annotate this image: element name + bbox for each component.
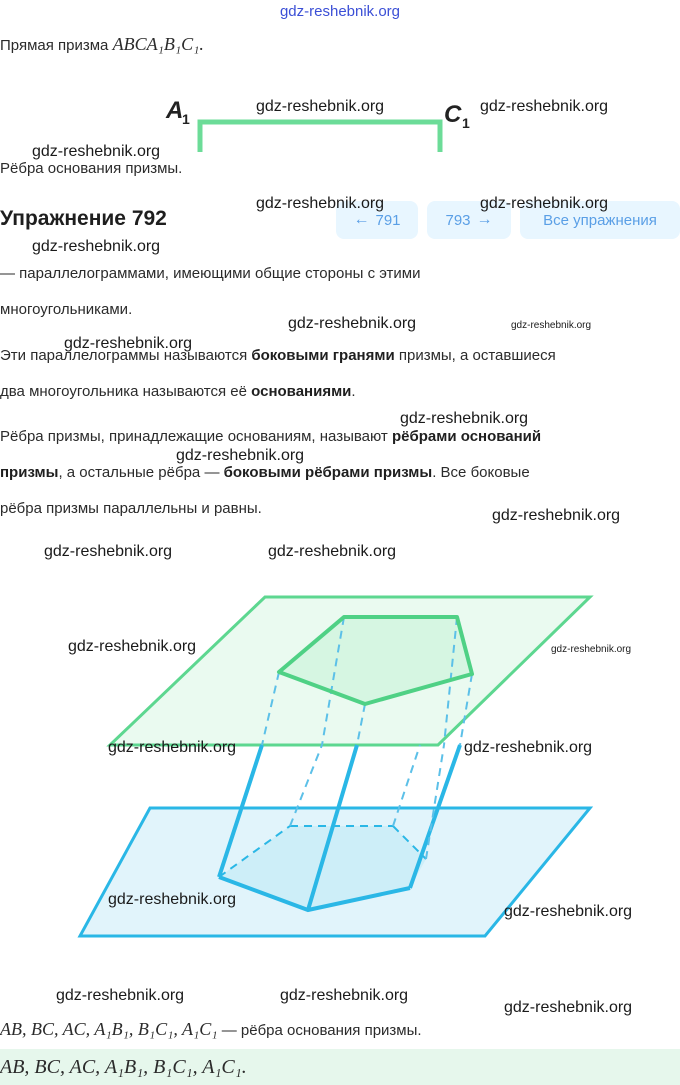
watermark: gdz-reshebnik.org — [176, 447, 305, 464]
watermark: gdz-reshebnik.org — [64, 335, 193, 352]
all-exercises-label: Все упражнения — [543, 211, 657, 229]
answer-box-math: AB, BC, AC, A₁B₁, B₁C₁, A₁C₁. — [0, 1056, 247, 1078]
watermark: gdz-reshebnik.org — [504, 999, 633, 1016]
watermark: gdz-reshebnik.org — [44, 543, 173, 560]
paragraph-2-line-2 — [0, 374, 356, 410]
watermark: gdz-reshebnik.org — [551, 644, 632, 655]
label-a1-sub: 1 — [182, 111, 190, 127]
watermark: gdz-reshebnik.org — [492, 507, 621, 524]
p2-term-lateral-faces: боковыми гранями — [251, 347, 395, 364]
p3-term-lateral-edges: боковыми рёбрами призмы — [223, 464, 433, 481]
prev-exercise-label: 791 — [375, 211, 401, 229]
p3-line2-text: , а остальные рёбра — — [58, 464, 224, 481]
p2-term-bases: основаниями — [251, 383, 352, 400]
intro-text: Прямая призма — [0, 37, 109, 54]
watermark: gdz-reshebnik.org — [504, 903, 633, 920]
watermark: gdz-reshebnik.org — [400, 410, 529, 427]
answer-suffix: — рёбра основания призмы. — [217, 1022, 422, 1039]
watermark: gdz-reshebnik.org — [288, 315, 417, 332]
watermark: gdz-reshebnik.org — [256, 98, 385, 115]
watermark: gdz-reshebnik.org — [56, 987, 185, 1004]
watermark: gdz-reshebnik.org — [32, 238, 161, 255]
label-c1-sub: 1 — [462, 115, 470, 131]
p2-line2-text: два многоугольника называются её — [0, 383, 252, 400]
label-a1: A — [166, 97, 184, 124]
watermark: gdz-reshebnik.org — [280, 987, 409, 1004]
p3-text: Рёбра призмы, принадлежащие основаниям, называют — [0, 428, 392, 445]
intro-line — [0, 34, 204, 55]
p3-term-prism: призмы — [0, 464, 59, 481]
prism-top-edge — [200, 122, 440, 152]
next-exercise-label: 793 — [445, 211, 471, 229]
exercise-title: Упражнение 792 — [0, 207, 167, 230]
p2-text: Эти параллелограммы называются — [0, 347, 252, 364]
paragraph-3-line-3: рёбра призмы параллельны и равны. — [0, 500, 262, 517]
p2-text-end: призмы, а оставшиеся — [394, 347, 556, 364]
watermark: gdz-reshebnik.org — [68, 638, 197, 655]
answer-box — [0, 1049, 680, 1085]
paragraph-1-line-2: многоугольниками. — [0, 301, 133, 318]
top-watermark: gdz-reshebnik.org — [279, 3, 401, 20]
label-c1: C — [444, 101, 462, 128]
watermark: gdz-reshebnik.org — [32, 143, 161, 160]
watermark: gdz-reshebnik.org — [256, 195, 385, 212]
p3-line2-end: . Все боковые — [432, 464, 530, 481]
p2-line2-end: . — [351, 383, 356, 400]
watermark: gdz-reshebnik.org — [464, 739, 593, 756]
watermark: gdz-reshebnik.org — [108, 891, 237, 908]
watermark: gdz-reshebnik.org — [108, 739, 237, 756]
edges-caption: Рёбра основания призмы. — [0, 160, 183, 177]
paragraph-1-line-1: — параллелограммами, имеющими общие стороны с этими — [0, 265, 421, 282]
p3-term-base-edges: рёбрами оснований — [391, 428, 542, 445]
answer-sentence — [0, 1019, 422, 1040]
answer-math: AB, BC, AC, A₁B₁, B₁C₁, A₁C₁ — [0, 1019, 218, 1039]
arrow-right-icon: → — [476, 211, 493, 228]
watermark: gdz-reshebnik.org — [268, 543, 397, 560]
watermark: gdz-reshebnik.org — [480, 98, 609, 115]
arrow-left-icon: ← — [353, 211, 370, 228]
intro-math: ABCA₁B₁C₁. — [112, 34, 204, 54]
watermark: gdz-reshebnik.org — [511, 320, 592, 331]
watermark: gdz-reshebnik.org — [480, 195, 609, 212]
